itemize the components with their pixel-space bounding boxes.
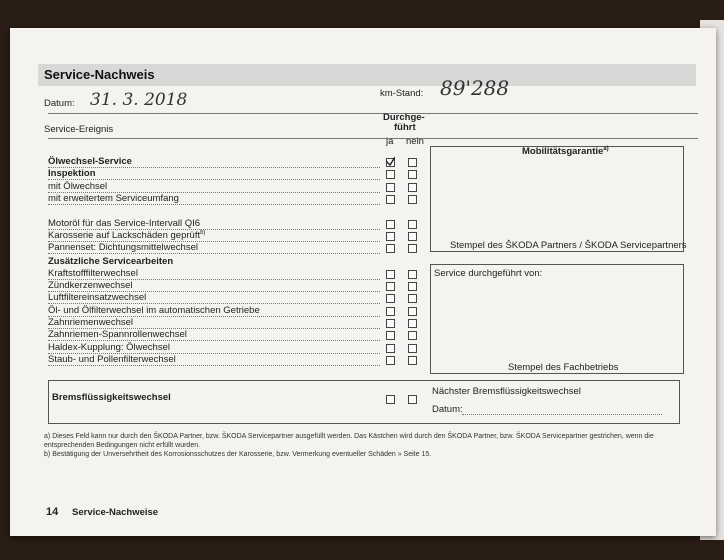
ja-checkbox[interactable] bbox=[386, 344, 395, 353]
check-mark-icon bbox=[386, 157, 395, 166]
nein-checkbox[interactable] bbox=[408, 270, 417, 279]
nein-checkbox[interactable] bbox=[408, 331, 417, 340]
service-item-label: Öl- und Ölfilterwechsel im automatischen Getriebe bbox=[48, 305, 260, 316]
naechster-bremswechsel-label: Nächster Bremsflüssigkeitswechsel bbox=[432, 386, 581, 397]
service-item-label: Zahnriemenwechsel bbox=[48, 317, 134, 328]
row-dotted-line bbox=[48, 340, 380, 341]
nein-checkbox[interactable] bbox=[408, 282, 417, 291]
ja-checkbox[interactable] bbox=[386, 220, 395, 229]
brems-ja-checkbox[interactable] bbox=[386, 395, 395, 404]
ja-checkbox[interactable] bbox=[386, 331, 395, 340]
ja-checkbox[interactable] bbox=[386, 158, 395, 167]
service-booklet-page bbox=[10, 28, 716, 536]
nein-checkbox[interactable] bbox=[408, 183, 417, 192]
nein-checkbox[interactable] bbox=[408, 319, 417, 328]
ja-checkbox[interactable] bbox=[386, 244, 395, 253]
ja-checkbox[interactable] bbox=[386, 170, 395, 179]
bremsfluessigkeit-label: Bremsflüssigkeitswechsel bbox=[52, 392, 171, 403]
ja-checkbox[interactable] bbox=[386, 183, 395, 192]
service-event-label: Service-Ereignis bbox=[44, 124, 114, 135]
service-item-label: Ölwechsel-Service bbox=[48, 156, 132, 167]
durchgefuehrt-label-2: führt bbox=[394, 122, 416, 133]
service-item-label: Staub- und Pollenfilterwechsel bbox=[48, 354, 176, 365]
page-footer: Service-Nachweise bbox=[72, 507, 159, 518]
ja-checkbox[interactable] bbox=[386, 282, 395, 291]
durchgefuehrt-label-1: Durchge- bbox=[383, 112, 425, 123]
stempel-partner-label: Stempel des ŠKODA Partners / ŠKODA Servicepartners bbox=[450, 240, 687, 251]
mobilitaetsgarantie-label: Mobilitätsgarantie$^{a)}$ bbox=[522, 146, 609, 158]
service-durchgefuehrt-label: Service durchgeführt von: bbox=[434, 268, 543, 279]
nein-checkbox[interactable] bbox=[408, 158, 417, 167]
service-item-label: Pannenset: Dichtungsmittelwechsel bbox=[48, 242, 198, 253]
nein-checkbox[interactable] bbox=[408, 195, 417, 204]
page-title: Service-Nachweis bbox=[38, 64, 696, 86]
nein-checkbox[interactable] bbox=[408, 232, 417, 241]
service-item-label: mit Ölwechsel bbox=[48, 181, 108, 192]
stempel-fachbetrieb-label: Stempel des Fachbetriebs bbox=[508, 362, 619, 373]
datum-value[interactable]: 31. 3. 2018 bbox=[90, 90, 188, 110]
fachbetrieb-box bbox=[430, 264, 684, 374]
header-row bbox=[48, 113, 698, 139]
nein-checkbox[interactable] bbox=[408, 244, 417, 253]
service-item-label: Zahnriemen-Spannrollenwechsel bbox=[48, 329, 187, 340]
datum2-line[interactable] bbox=[462, 414, 662, 415]
ja-label: ja bbox=[386, 136, 394, 147]
service-item-label: Inspektion bbox=[48, 168, 96, 179]
ja-checkbox[interactable] bbox=[386, 319, 395, 328]
nein-label: nein bbox=[406, 136, 424, 147]
km-stand-label: km-Stand: bbox=[380, 88, 424, 99]
footnote-a: a) Dieses Feld kann nur durch den ŠKODA Partner, bzw. ŠKODA Servicepartner ausgefüllt werden. Das Kästchen wird durch den ŠKODA Partner, bzw. ŠKODA Servicepartner gestrichen, wenn die entsprechenden Bedingungen nicht erfüllt wurden. bbox=[44, 433, 654, 449]
service-item-label: Zündkerzenwechsel bbox=[48, 280, 133, 291]
service-item-label: Motoröl für das Service-Intervall QI6 bbox=[48, 218, 201, 229]
ja-checkbox[interactable] bbox=[386, 270, 395, 279]
page-number: 14 bbox=[46, 506, 59, 518]
brems-nein-checkbox[interactable] bbox=[408, 395, 417, 404]
nein-checkbox[interactable] bbox=[408, 344, 417, 353]
service-item-label: mit erweitertem Serviceumfang bbox=[48, 193, 179, 204]
km-stand-value[interactable]: 89'288 bbox=[440, 76, 510, 100]
zusaetzliche-heading: Zusätzliche Servicearbeiten bbox=[48, 256, 174, 267]
ja-checkbox[interactable] bbox=[386, 294, 395, 303]
ja-checkbox[interactable] bbox=[386, 195, 395, 204]
nein-checkbox[interactable] bbox=[408, 307, 417, 316]
ja-checkbox[interactable] bbox=[386, 232, 395, 241]
row-dotted-line bbox=[48, 365, 380, 366]
datum2-label: Datum: bbox=[432, 404, 463, 415]
nein-checkbox[interactable] bbox=[408, 294, 417, 303]
service-item-label: Kraftstofffilterwechsel bbox=[48, 268, 138, 279]
row-dotted-line bbox=[48, 204, 380, 205]
service-item-label: Karosserie auf Lackschäden geprüft$^{b)}$ bbox=[48, 230, 206, 242]
row-dotted-line bbox=[48, 303, 380, 304]
ja-checkbox[interactable] bbox=[386, 356, 395, 365]
row-dotted-line bbox=[48, 167, 380, 168]
service-item-label: Luftfiltereinsatzwechsel bbox=[48, 292, 147, 303]
datum-label: Datum: bbox=[44, 98, 75, 109]
row-dotted-line bbox=[48, 253, 380, 254]
ja-checkbox[interactable] bbox=[386, 307, 395, 316]
footnote-b: b) Bestätigung der Unversehrtheit des Korrosionsschutzes der Karosserie, bzw. Vermerkung eventueller Schäden » Seite 15. bbox=[44, 451, 432, 458]
nein-checkbox[interactable] bbox=[408, 356, 417, 365]
mobilitaetsgarantie-box bbox=[430, 146, 684, 252]
service-item-label: Haldex-Kupplung: Ölwechsel bbox=[48, 342, 170, 353]
nein-checkbox[interactable] bbox=[408, 170, 417, 179]
row-dotted-line bbox=[48, 179, 380, 180]
nein-checkbox[interactable] bbox=[408, 220, 417, 229]
